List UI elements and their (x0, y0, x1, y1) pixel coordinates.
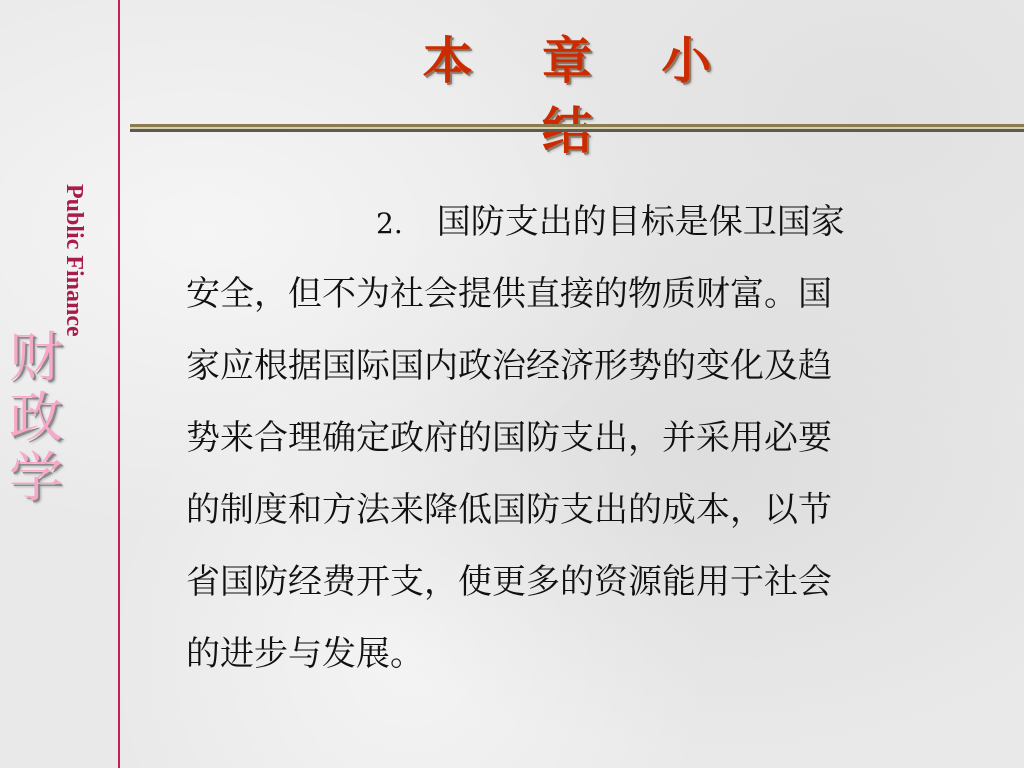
paragraph-line: 省国防经费开支，使更多的资源能用于社会 (186, 562, 832, 602)
title-divider (130, 124, 1024, 134)
paragraph-line: 的进步与发展。 (186, 634, 424, 674)
paragraph-line: 势来合理确定政府的国防支出，并采用必要 (186, 418, 832, 458)
sidebar-chinese-char: 财 (9, 326, 63, 389)
left-vertical-rule (118, 0, 120, 768)
sidebar-chinese-char: 政 (9, 386, 63, 449)
paragraph-line: 的制度和方法来降低国防支出的成本，以节 (186, 490, 832, 530)
paragraph-line (186, 186, 946, 258)
sidebar-chinese-label (4, 328, 68, 508)
summary-paragraph (186, 186, 946, 690)
paragraph-line: 安全，但不为社会提供直接的物质财富。国 (186, 274, 832, 314)
sidebar-chinese-char: 学 (9, 446, 63, 509)
item-number: 2. (376, 207, 403, 240)
paragraph-line: 家应根据国际国内政治经济形势的变化及趋 (186, 346, 832, 386)
sidebar-english-label: Public Finance (61, 184, 87, 337)
page-title: 本 章 小 (422, 32, 738, 90)
paragraph-line-text: 国防支出的目标是保卫国家 (436, 202, 845, 242)
